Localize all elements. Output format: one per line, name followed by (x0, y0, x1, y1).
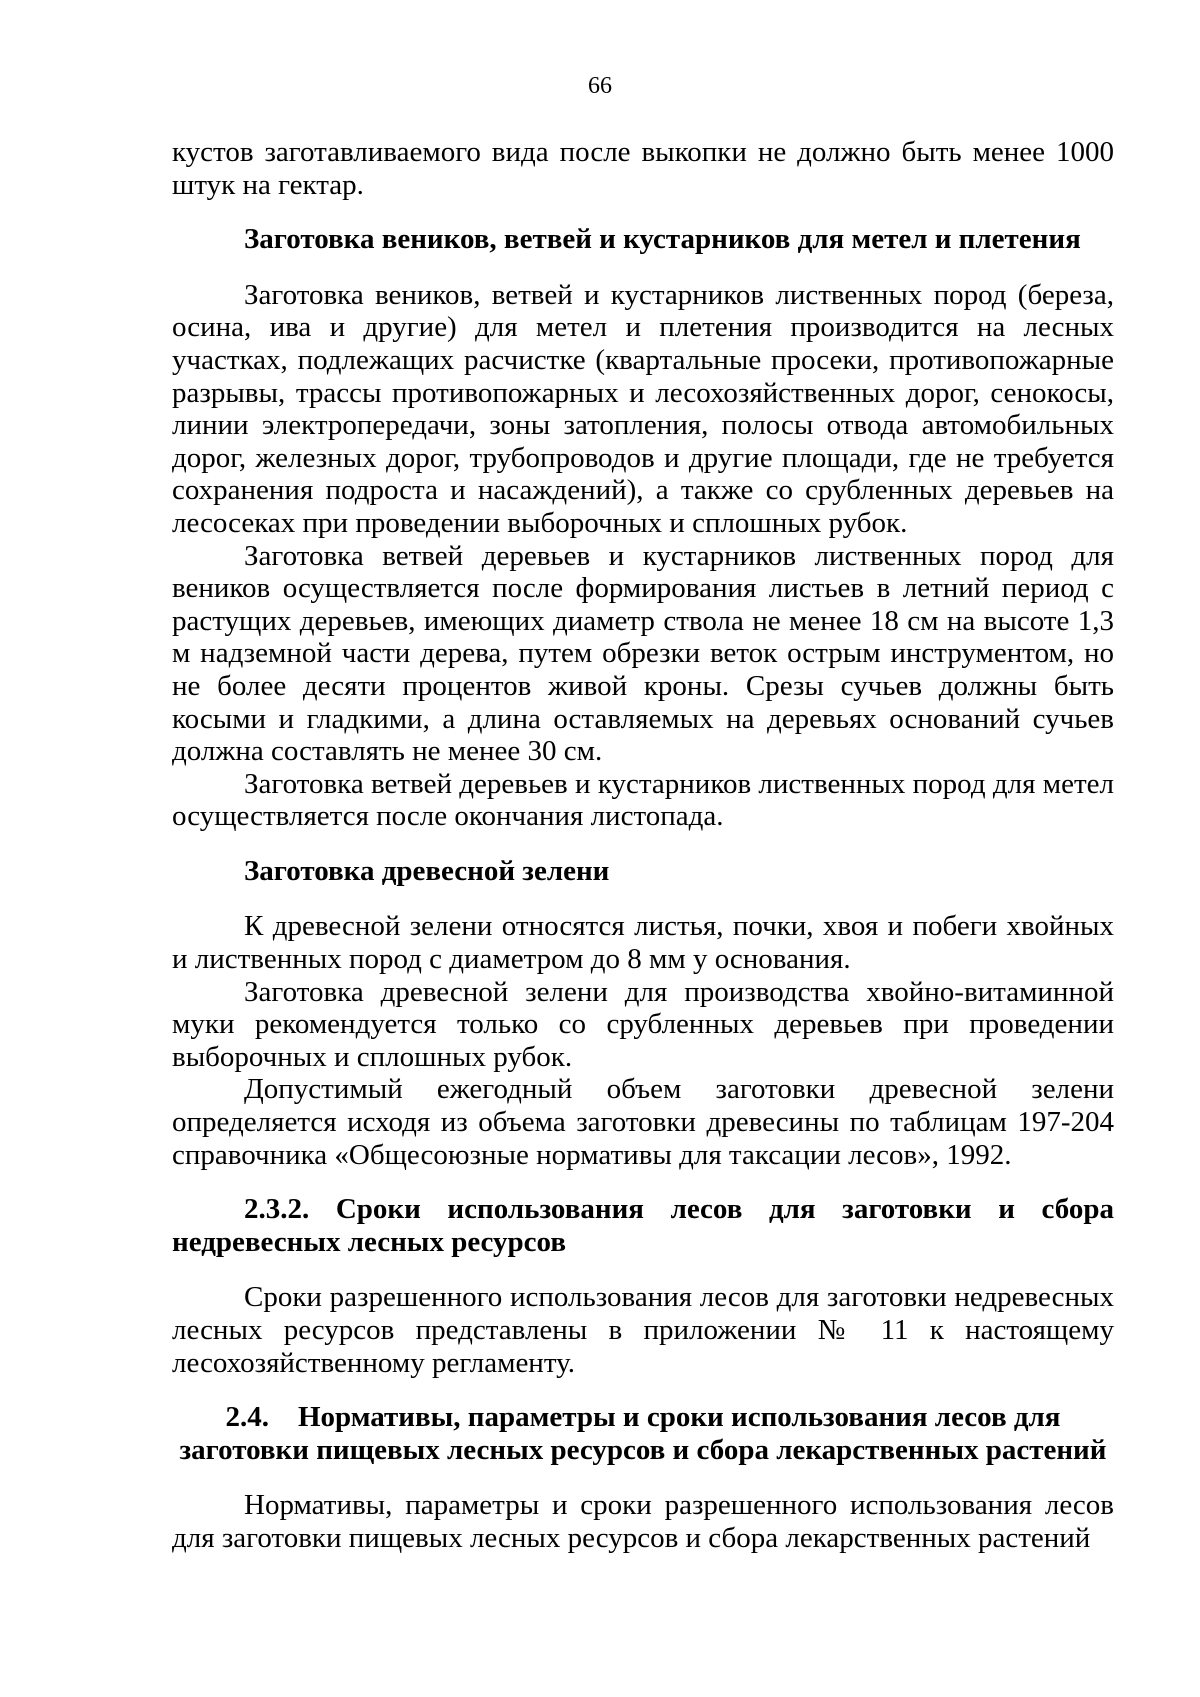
paragraph-continuation: кустов заготавливаемого вида после выкопки не должно быть менее 1000 штук на гектар. (172, 136, 1114, 201)
section-heading-2-4-line1: 2.4. Нормативы, параметры и сроки использования лесов для (225, 1401, 1061, 1434)
paragraph-greenery-definition: К древесной зелени относятся листья, почки, хвоя и побеги хвойных и лиственных пород с диаметром до 8 мм у основания. (172, 910, 1114, 976)
section-heading-greenery: Заготовка древесной зелени (244, 854, 610, 887)
paragraph-food-resources: Нормативы, параметры и сроки разрешенного использования лесов для заготовки пищевых лесных ресурсов и сбора лекарственных растений (172, 1489, 1114, 1554)
paragraph-brooms-autumn: Заготовка ветвей деревьев и кустарников лиственных пород для метел осуществляется после окончания листопада. (172, 767, 1114, 833)
section-heading-2-3-2: 2.3.2. Сроки использования лесов для заготовки и сбора недревесных лесных ресурсов (172, 1193, 1114, 1258)
section-heading-brooms: Заготовка веников, ветвей и кустарников для метел и плетения (244, 223, 1081, 256)
section-heading-2-4-line2: заготовки пищевых лесных ресурсов и сбора лекарственных растений (179, 1433, 1107, 1466)
paragraph-terms: Сроки разрешенного использования лесов для заготовки недревесных лесных ресурсов представлены в приложении № 11 к настоящему лесохозяйственному регламенту. (172, 1281, 1114, 1379)
paragraph-greenery-volume: Допустимый ежегодный объем заготовки древесной зелени определяется исходя из объема заготовки древесины по таблицам 197-204 справочника «Общесоюзные нормативы для таксации лесов», 1992. (172, 1073, 1114, 1171)
paragraph-brooms-summer: Заготовка ветвей деревьев и кустарников лиственных пород для веников осуществляется после формирования листьев в летний период с растущих деревьев, имеющих диаметр ствола не менее 18 см на высоте 1,3 м надземной части дерева, путем обрезки веток острым инструментом, но не более десяти процентов живой кроны. Срезы сучьев должны быть косыми и гладкими, а длина оставляемых на деревьях оснований сучьев должна составлять не менее 30 см. (172, 539, 1114, 768)
paragraph-greenery-flour: Заготовка древесной зелени для производства хвойно-витаминной муки рекомендуется только со срубленных деревьев при проведении выборочных и сплошных рубок. (172, 975, 1114, 1073)
page-number: 66 (588, 73, 612, 99)
paragraph-brooms-sites: Заготовка веников, ветвей и кустарников лиственных пород (береза, осина, ива и другие) для метел и плетения производится на лесных участках, подлежащих расчистке (квартальные просеки, противопожарные разрывы, трассы противопожарных и лесохозяйственных дорог, сенокосы, линии электропередачи, зоны затопления, полосы отвода автомобильных дорог, железных дорог, трубопроводов и другие площади, где не требуется сохранения подроста и насаждений), а также со срубленных деревьев на лесосеках при проведении выборочных и сплошных рубок. (172, 278, 1114, 539)
page-content (172, 136, 1114, 1555)
